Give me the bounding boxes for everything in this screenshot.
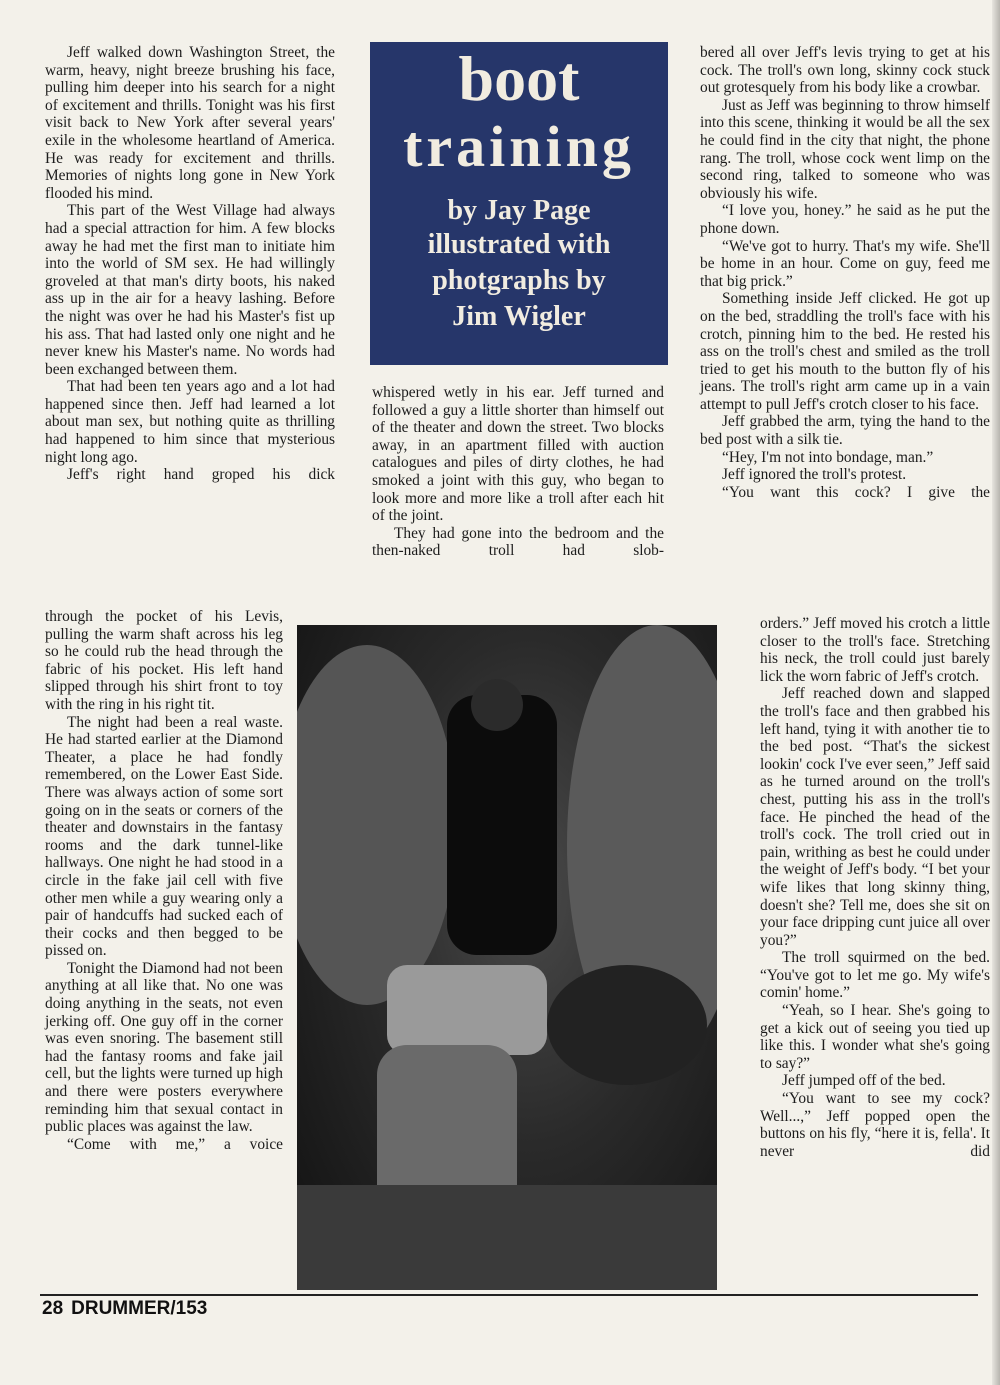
paragraph: “We've got to hurry. That's my wife. She'll be home in an hour. Come on guy, feed me that big prick.” (700, 237, 990, 290)
byline: by Jay Page (447, 195, 591, 226)
paragraph: This part of the West Village had always had a special attraction for him. A few blocks away he had met the first man to initiate him into the world of SM sex. He had willingly groveled at that man's dirty boots, his naked ass up in the air for a heavy lashing. Before the night was over he had his Master's fist up his ass. That had lasted only one night and he never knew his Master's name. No words had been exchanged between them. (45, 202, 335, 378)
title-line-1: boot (458, 43, 580, 114)
title-line-2: training (403, 114, 635, 179)
paragraph: bered all over Jeff's levis trying to get at his cock. The troll's own long, skinny cock stuck out grotesquely from his body like a crowbar. (700, 44, 990, 97)
paragraph: orders.” Jeff moved his crotch a little closer to the troll's face. Stretching his neck, the troll could just barely lick the worn fabric of Jeff's crotch. (760, 615, 990, 685)
credit-line-1: illustrated with (427, 229, 611, 260)
photograph (297, 625, 717, 1290)
paragraph: “Hey, I'm not into bondage, man.” (722, 448, 934, 466)
paragraph: Tonight the Diamond had not been anything at all like that. No one was doing anything in the seats, not even jerking off. One guy off in the corner was even snoring. The basement still had the fantasy rooms and fake jail cell, but the lights were turned up high and there were posters everywhere reminding him that sexual contact in public places was against the law. (45, 959, 283, 1136)
paragraph: Jeff ignored the troll's protest. (722, 466, 907, 484)
paragraph: “Come with me,” a voice (67, 1135, 283, 1153)
paragraph: “I love you, honey.” he said as he put the phone down. (700, 202, 990, 237)
paragraph: Jeff's right hand groped his dick (67, 466, 335, 484)
paragraph: Jeff jumped off of the bed. (782, 1072, 946, 1090)
column-2 (372, 384, 664, 560)
column-3-bottom (760, 615, 990, 1160)
paragraph: Something inside Jeff clicked. He got up on the bed, straddling the troll's face with his crotch, pinning him to the bed. He rested his ass on the troll's chest and smiled as the troll tried to get his mouth to the button fly of his jeans. The troll's right arm came up in a vain attempt to pull Jeff's crotch closer to his face. (700, 290, 990, 413)
credit-line-2: photgraphs by (432, 265, 606, 296)
credit-line-3: Jim Wigler (452, 301, 586, 332)
photo-illustration (297, 625, 717, 1290)
paragraph: Jeff walked down Washington Street, the warm, heavy, night breeze brushing his face, pulling him deeper into his search for a night of excitement and thrills. Tonight was his first visit back to New York after several years' exile in the wholesome heartland of America. He was ready for excitement and thrills. Memories of nights long gone in New York flooded his mind. (45, 44, 335, 202)
column-1-bottom (45, 608, 283, 1153)
paragraph: whispered wetly in his ear. Jeff turned and followed a guy a little shorter than himself out of the theater and down the street. Two blocks away, in an apartment filled with auction catalogues and piles of dirty clothes, he had smoked a joint with this guy, who began to look more and more like a troll after each hit of the joint. (372, 384, 664, 525)
paragraph: through the pocket of his Levis, pulling the warm shaft across his leg so he could rub the head through the fabric of his pocket. His left hand slipped through his shirt front to toy with the ring in his right tit. (45, 608, 283, 713)
paragraph: Just as Jeff was beginning to throw himself into this scene, thinking it would be all the sex he could find in the city that night, the phone rang. The troll, whose cock went limp on the second ring, talked to someone who was obviously his wife. (700, 96, 990, 202)
title-box (370, 42, 668, 365)
paragraph: The troll squirmed on the bed. “You've got to let me go. My wife's comin' home.” (760, 949, 990, 1002)
publication-name: DRUMMER/153 (71, 1298, 208, 1319)
paragraph: Jeff reached down and slapped the troll's face and then grabbed his left hand, tying it with another tie to the bed post. “That's the sickest lookin' cock I've ever seen,” Jeff said as he turned around on the troll's chest, putting his ass in the troll's face. He pinched the head of the troll's cock. The troll cried out in pain, writhing as best he could under the weight of Jeff's body. “I bet your wife likes that long skinny thing, doesn't she? Tell me, does she sit on your face dripping cunt juice all over you?” (760, 685, 990, 949)
paragraph: “Yeah, so I hear. She's going to get a kick out of seeing you tied up like this. I wonder what she's going to say?” (760, 1002, 990, 1072)
binding-shadow (992, 0, 1000, 1385)
paragraph: The night had been a real waste. He had started earlier at the Diamond Theater, a place he had fondly remembered, on the Lower East Side. There was always action of some sort going on in the seats or corners of the theater and downstairs in the fantasy rooms and the dark tunnel-like hallways. One night he had stood in a circle in the fake jail cell with five other men while a guy wearing only a pair of handcuffs had sucked each of their cocks and then begged to be pissed on. (45, 713, 283, 960)
paragraph: That had been ten years ago and a lot had happened since then. Jeff had learned a lot about man sex, but nothing quite as thrilling had happened to him since that mysterious night long ago. (45, 378, 335, 466)
paragraph: “You want this cock? I give the (722, 483, 990, 501)
paragraph: “You want to see my cock? Well...,” Jeff popped open the buttons on his fly, “here it is, fella'. It never did (760, 1090, 990, 1160)
paragraph: Jeff grabbed the arm, tying the hand to the bed post with a silk tie. (700, 413, 990, 449)
page-number: 28 (42, 1298, 64, 1319)
column-1-top (45, 44, 335, 484)
page-footer (42, 1298, 215, 1320)
footer-rule (40, 1294, 978, 1296)
column-3-top (700, 44, 990, 501)
paragraph: They had gone into the bedroom and the then-naked troll had slob- (372, 524, 664, 560)
